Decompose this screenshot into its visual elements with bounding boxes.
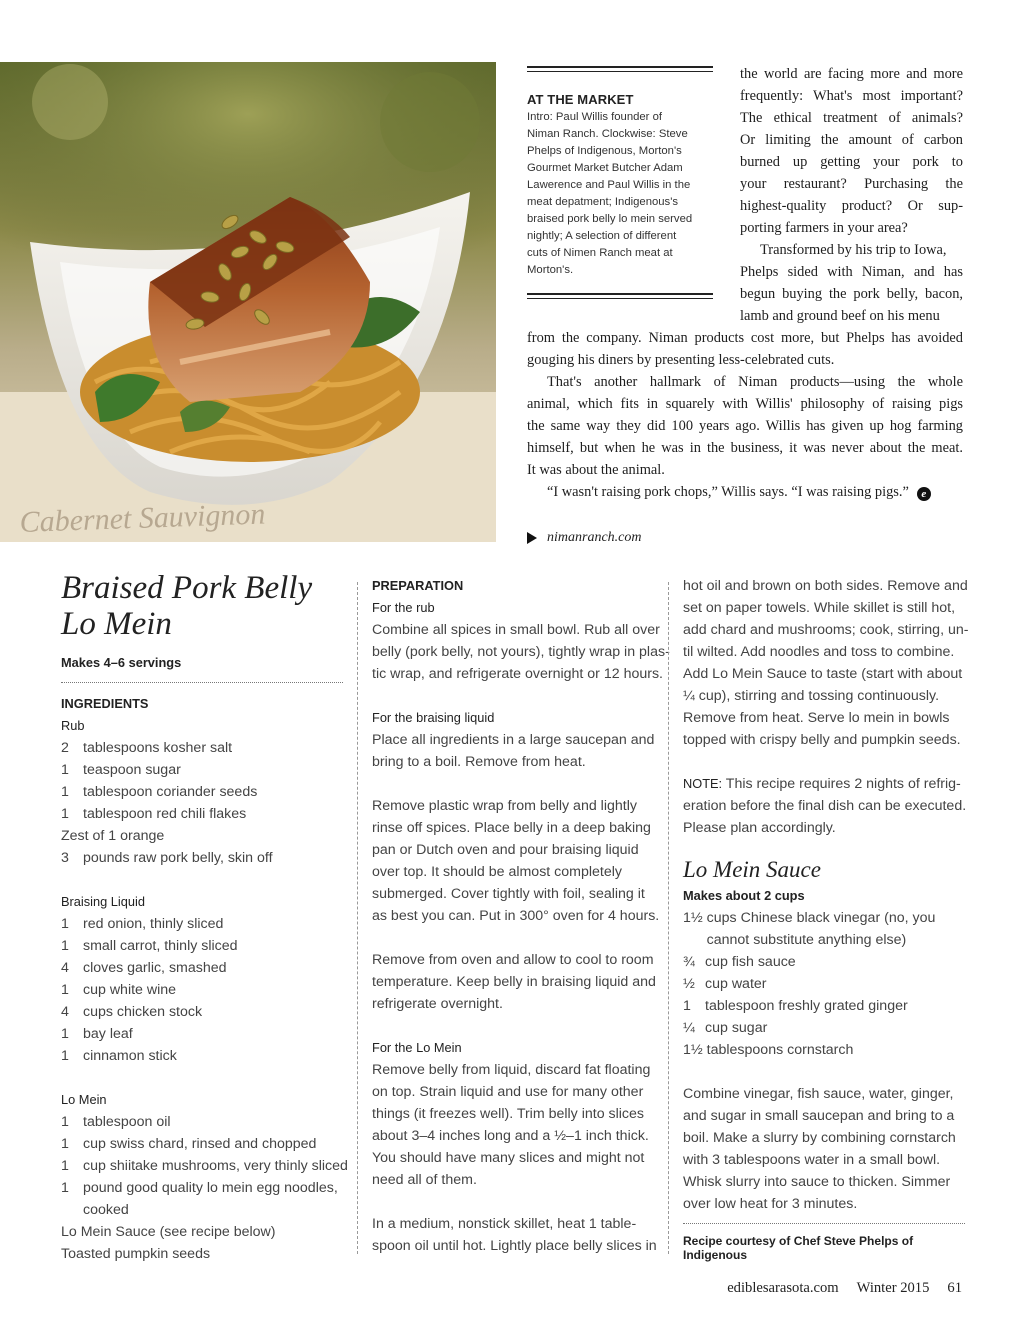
story-line: That's another hallmark of Niman products—using the whole [547,374,963,390]
ingredient-row [61,759,343,781]
sidebar-title: AT THE MARKET [527,92,634,107]
text-line: In a medium, nonstick skillet, heat 1 table- [372,1216,637,1232]
rub-ingredient-list [61,737,343,869]
ingredient-quantity: 1 [61,938,69,954]
footer-site: ediblesarasota.com [727,1280,839,1296]
divider [61,682,343,683]
ingredient-row [61,825,343,847]
text-line: and sugar in small saucepan and bring to a [683,1108,955,1124]
story-line: porting farmers in your area? [740,220,908,236]
ingredient-row [61,1111,343,1133]
ingredient-text: Lo Mein Sauce (see recipe below) [61,1224,276,1240]
ingredient-row [61,781,343,803]
caption-line: Niman Ranch. Clockwise: Steve [527,128,688,140]
plate-label: Cabernet Sauvignon [19,497,266,539]
arrow-icon [527,532,537,544]
ingredient-row [61,913,343,935]
text-line: add chard and mushrooms; cook, stirring, un- [683,622,969,638]
column-divider [357,582,358,1254]
ingredient-text: small carrot, thinly sliced [83,938,238,954]
text-line: Add Lo Mein Sauce to taste (start with about [683,666,963,682]
story-line: It was about the animal. [527,462,665,478]
text-line: Combine all spices in small bowl. Rub all over [372,622,660,638]
story-line: Phelps sided with Niman, and has [740,264,963,280]
story-line: lamb and ground beef on his menu [740,308,940,324]
ingredient-row [683,995,965,1017]
recipe-title-line1: Braised Pork Belly [61,570,313,606]
ingredient-text: tablespoon oil [83,1114,171,1130]
text-line: as best you can. Put in 300° oven for 4 hours. [372,908,660,924]
recipe-credit: Recipe courtesy of Chef Steve Phelps of Indigenous [683,1234,914,1262]
story-line: Transformed by his trip to Iowa, [760,242,947,258]
recipe-column-2 [372,575,670,1257]
ingredient-text: 1½ tablespoons cornstarch [683,1042,854,1058]
ingredient-text: tablespoon freshly grated ginger [705,998,908,1014]
ingredient-quantity: ¼ [683,1020,695,1036]
text-line: on top. Strain liquid and use for many other [372,1084,644,1100]
text-line: Remove belly from liquid, discard fat floating [372,1062,651,1078]
ingredient-row [61,803,343,825]
ingredient-quantity: 3 [61,850,69,866]
ingredient-text: 1½ cups Chinese black vinegar (no, you [683,910,936,926]
text-line: You should have many slices and might not [372,1150,645,1166]
divider [683,1223,965,1224]
ingredient-text: cannot substitute anything else) [683,932,907,948]
story-line: the same way they did 100 years ago. Willis has given up hog farming [527,418,963,434]
text-line: Whisk slurry into sauce to thicken. Simmer [683,1174,951,1190]
ingredient-quantity: 2 [61,740,69,756]
ingredient-quantity: 4 [61,960,69,976]
sauce-title: Lo Mein Sauce [683,857,821,882]
rub-step-text [372,619,670,685]
ingredient-row [61,1133,343,1155]
ingredient-text: bay leaf [83,1026,133,1042]
ingredient-quantity: 1 [61,1158,69,1174]
note-line [683,817,965,839]
text-line: Remove from oven and allow to cool to room [372,952,654,968]
ingredient-text: cup sugar [705,1020,768,1036]
caption-line: Lawerence and Paul Willis in the [527,179,691,191]
note-text: eration before the final dish can be executed. [683,798,967,814]
ingredient-quantity: 1 [61,1136,69,1152]
note-text: Please plan accordingly. [683,820,836,836]
ingredient-row [683,907,965,929]
recipe-column-3 [683,575,969,1262]
note-line [683,773,965,795]
sidebar-bottom-rule [527,293,713,299]
hero-photo [0,62,496,542]
caption-line: meat depatment; Indigenous's [527,196,678,208]
column-divider [668,582,669,1254]
lomein-heading: Lo Mein [61,1092,107,1107]
text-line: til wilted. Add noodles and toss to combine. [683,644,955,660]
ingredient-quantity: 1 [61,916,69,932]
story-line: himself, but when he was in the business, it was never about the meat. [527,440,963,456]
ingredient-row [683,929,965,951]
sauce-ingredient-list [683,907,965,1061]
text-line: pan or Dutch oven and pour braising liquid [372,842,639,858]
ingredient-row [683,951,965,973]
ingredient-quantity: 1 [61,1180,69,1196]
lomein-step-text [372,1059,656,1191]
text-line: temperature. Keep belly in braising liquid and [372,974,656,990]
text-line: over low heat for 3 minutes. [683,1196,858,1212]
ingredient-quantity: 1 [61,762,69,778]
story-line: begun buying the pork belly, bacon, [740,286,963,302]
ingredient-row [61,935,343,957]
text-line: Place all ingredients in a large saucepan and [372,732,655,748]
ingredient-row [61,1155,348,1177]
ingredient-text: cloves garlic, smashed [83,960,227,976]
story-line: frequently: What's most important? [740,88,963,104]
text-line: spoon oil until hot. Lightly place belly slices in [372,1238,657,1254]
caption-line: cuts of Nimen Ranch meat at [527,247,673,259]
recipe-title-line2: Lo Mein [61,606,172,642]
story-line: The ethical treatment of animals? [740,110,963,126]
story-line: animal, which fits in squarely with Willis' philosophy of raising pigs [527,396,963,412]
note-line [683,795,965,817]
text-line: boil. Make a slurry by combining cornstarch [683,1130,956,1146]
footer-issue: Winter 2015 [856,1280,930,1296]
sauce-method-text [683,1083,965,1215]
sidebar-top-rule [527,66,713,72]
ingredient-row [61,847,343,869]
ingredient-text: cinnamon stick [83,1048,177,1064]
caption-line: nightly; A selection of different [527,230,677,242]
website-link[interactable]: nimanranch.com [547,530,642,545]
ingredient-text: cup white wine [83,982,177,998]
ingredient-text: tablespoon red chili flakes [83,806,247,822]
text-line: Remove plastic wrap from belly and lightly [372,798,637,814]
ingredient-row [61,1045,343,1067]
caption-line: Gourmet Market Butcher Adam [527,162,683,174]
text-line: rinse off spices. Place belly in a deep baking [372,820,651,836]
text-line: hot oil and brown on both sides. Remove and [683,578,968,594]
ingredient-row [61,737,343,759]
ingredient-row [683,973,965,995]
text-line: with 3 tablespoons water in a small bowl. [683,1152,941,1168]
ingredients-heading: INGREDIENTS [61,696,149,711]
note [683,773,965,839]
text-line: set on paper towels. While skillet is still hot, [683,600,956,616]
note-text: This recipe requires 2 nights of refrig- [722,776,961,792]
ingredient-text: cup shiitake mushrooms, very thinly sliced [83,1158,348,1174]
story-line: from the company. Niman products cost more, but Phelps has avoided [527,330,963,346]
recipe-column-1 [61,570,348,1265]
sauce-yield: Makes about 2 cups [683,888,805,903]
text-line: need all of them. [372,1172,477,1188]
text-line: refrigerate overnight. [372,996,503,1012]
text-line: submerged. Cover tightly with foil, sealing it [372,886,645,902]
ingredient-text: cup swiss chard, rinsed and chopped [83,1136,317,1152]
ingredient-quantity: 1 [61,784,69,800]
pork-belly-lo-mein-photo [0,62,496,542]
ingredient-quantity: 1 [61,1114,69,1130]
story-line: Or limiting the amount of carbon [740,132,963,148]
text-line: belly (pork belly, not yours), tightly wrap in plas- [372,644,670,660]
ingredient-quantity: 4 [61,1004,69,1020]
ingredient-row [683,1017,965,1039]
braise-step2-text [372,795,660,927]
ingredient-quantity: 1 [61,982,69,998]
rub-step-heading: For the rub [372,600,435,615]
ingredient-text: red onion, thinly sliced [83,916,224,932]
text-line: Remove from heat. Serve lo mein in bowls [683,710,950,726]
ingredient-quantity: ¾ [683,954,695,970]
story-line: “I wasn't raising pork chops,” Willis says. “I was raising pigs.” e [547,484,963,501]
indent [61,1199,83,1221]
lomein-step2-text [372,1213,656,1257]
text-line: about 3–4 inches long and a ½–1 inch thick. [372,1128,649,1144]
braising-heading: Braising Liquid [61,894,145,909]
ingredient-text: teaspoon sugar [83,762,181,778]
ingredient-row [61,979,343,1001]
at-the-market-sidebar [527,66,713,299]
ingredient-row [61,1177,343,1199]
text-line: topped with crispy belly and pumpkin seeds. [683,732,961,748]
braise-step3-text [372,949,656,1015]
ingredient-quantity: 1 [61,1048,69,1064]
story-line: burned up getting your pork to [740,154,963,170]
ingredient-text: tablespoons kosher salt [83,740,233,756]
ingredient-text: cooked [83,1202,129,1218]
preparation-heading: PREPARATION [372,578,464,593]
ingredient-text: Toasted pumpkin seeds [61,1246,211,1262]
lomein-ingredient-list [61,1111,348,1265]
text-line: things (it freezes well). Trim belly into slices [372,1106,645,1122]
caption-line: Intro: Paul Willis founder of [527,111,662,123]
recipe-yield: Makes 4–6 servings [61,655,182,670]
braising-ingredient-list [61,913,343,1067]
story-line: gouging his diners by presenting less-celebrated cuts. [527,352,835,368]
ingredient-text: cups chicken stock [83,1004,203,1020]
ingredient-row [683,1039,965,1061]
text-line: Combine vinegar, fish sauce, water, ginger, [683,1086,954,1102]
caption-line: Phelps of Indigenous, Morton's [527,145,682,157]
ingredient-quantity: 1 [683,998,691,1014]
story-line: highest-quality product? Or sup- [740,198,963,214]
ingredient-quantity: 1 [61,806,69,822]
ingredient-row [61,1001,343,1023]
ingredient-text: Zest of 1 orange [61,828,165,844]
ingredient-text: pounds raw pork belly, skin off [83,850,273,866]
ingredient-quantity: 1 [61,1026,69,1042]
end-mark-icon: e [917,487,931,501]
ingredient-row [61,1023,343,1045]
page-number: 61 [947,1280,962,1296]
text-line: bring to a boil. Remove from heat. [372,754,586,770]
ingredient-row [61,957,343,979]
story-line: the world are facing more and more [740,66,963,82]
ingredient-row [61,1243,343,1265]
lomein-step-heading: For the Lo Mein [372,1040,462,1055]
braise-step-text [372,729,656,773]
ingredient-row [61,1221,343,1243]
website-link-row[interactable] [527,530,642,546]
lomein-step-continued [683,575,969,751]
ingredient-row [61,1199,343,1221]
ingredient-text: pound good quality lo mein egg noodles, [83,1180,338,1196]
braise-step-heading: For the braising liquid [372,710,495,725]
ingredient-quantity: ½ [683,976,695,992]
ingredient-text: cup fish sauce [705,954,796,970]
page-footer [727,1280,962,1297]
text-line: tic wrap, and refrigerate overnight or 12 hours. [372,666,663,682]
note-label: NOTE: [683,776,723,791]
story-line: your restaurant? Purchasing the [740,176,963,192]
caption-line: Morton's. [527,264,574,276]
text-line: over top. It should be almost completely [372,864,622,880]
caption-line: braised pork belly lo mein served [527,213,693,225]
sidebar-caption [527,109,713,279]
ingredient-text: tablespoon coriander seeds [83,784,258,800]
ingredient-text: cup water [705,976,767,992]
text-line: ¼ cup), stirring and tossing continuously. [683,688,940,704]
rub-heading: Rub [61,718,85,733]
